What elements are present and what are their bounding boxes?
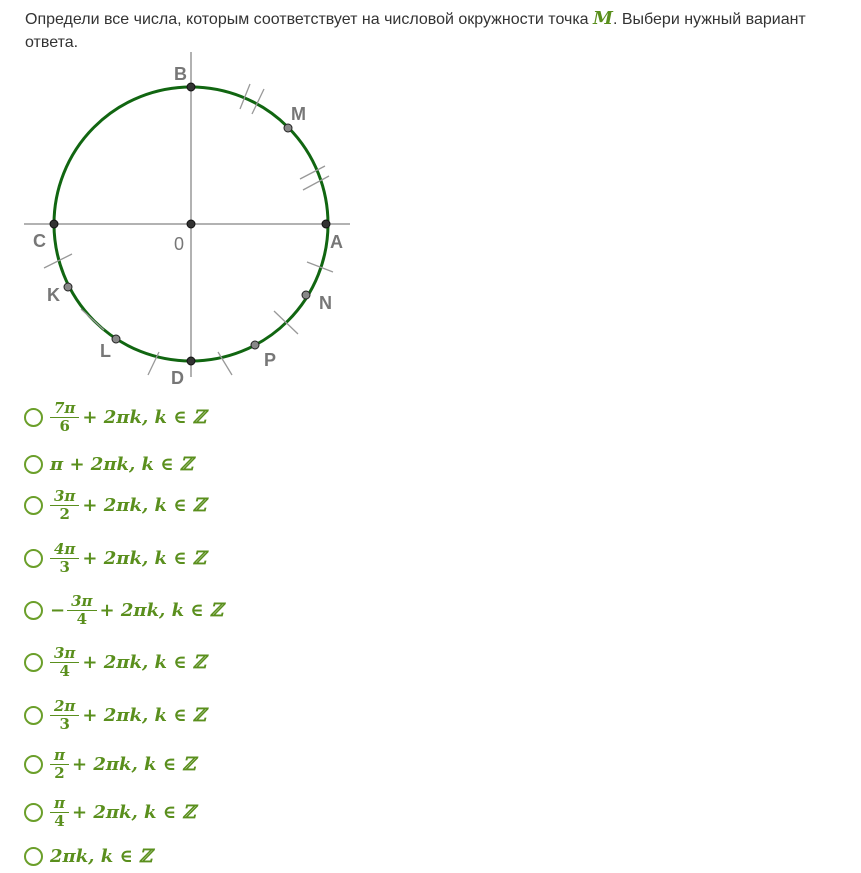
point-L <box>112 335 120 343</box>
label-C: C <box>33 231 46 251</box>
point-C <box>50 220 58 228</box>
point-variable: M <box>593 8 613 29</box>
label-N: N <box>319 293 332 313</box>
radio-button[interactable] <box>24 653 43 672</box>
radio-button[interactable] <box>24 706 43 725</box>
option-pi-2[interactable]: $\frac{\pi}{2}$ + 2πk, k ∈ ℤ <box>24 747 196 782</box>
option-pi-4[interactable]: $\frac{\pi}{4}$ + 2πk, k ∈ ℤ <box>24 795 196 830</box>
option-7pi-6[interactable]: $\frac{7\pi}{6}$ + 2πk, k ∈ ℤ <box>24 400 206 435</box>
label-L: L <box>100 341 111 361</box>
radio-button[interactable] <box>24 496 43 515</box>
label-M: M <box>291 104 306 124</box>
label-K: K <box>47 285 60 305</box>
radio-button[interactable] <box>24 803 43 822</box>
option-2pi-3[interactable]: $\frac{2\pi}{3}$ + 2πk, k ∈ ℤ <box>24 698 206 733</box>
point-M <box>284 124 292 132</box>
point-N <box>302 291 310 299</box>
option-4pi-3[interactable]: $\frac{4\pi}{3}$ + 2πk, k ∈ ℤ <box>24 541 206 576</box>
number-circle-figure <box>20 52 360 392</box>
radio-button[interactable] <box>24 755 43 774</box>
label-P: P <box>264 350 277 370</box>
label-A: A <box>330 232 343 252</box>
radio-button[interactable] <box>24 408 43 427</box>
question-text <box>25 7 855 54</box>
point-D <box>187 357 195 365</box>
question-text-before: Определи все числа, которым соответствует на числовой окружности точка <box>25 11 594 28</box>
label-B: B <box>174 64 187 84</box>
question-text-after: . Выбери нужный вариант ответа. <box>25 11 806 51</box>
point-O <box>187 220 195 228</box>
radio-button[interactable] <box>24 455 43 474</box>
label-O: 0 <box>174 234 185 254</box>
option-pi[interactable]: π + 2πk, k ∈ ℤ <box>24 454 193 475</box>
point-K <box>64 283 72 291</box>
option-3pi-2[interactable]: $\frac{3\pi}{2}$ + 2πk, k ∈ ℤ <box>24 488 206 523</box>
option-2pik[interactable]: 2πk, k ∈ ℤ <box>24 846 152 867</box>
option-minus-3pi-4[interactable]: − $\frac{3\pi}{4}$ + 2πk, k ∈ ℤ <box>24 593 223 628</box>
point-A <box>322 220 330 228</box>
point-B <box>187 83 195 91</box>
radio-button[interactable] <box>24 847 43 866</box>
label-D: D <box>171 368 184 388</box>
radio-button[interactable] <box>24 601 43 620</box>
radio-button[interactable] <box>24 549 43 568</box>
option-3pi-4[interactable]: $\frac{3\pi}{4}$ + 2πk, k ∈ ℤ <box>24 645 206 680</box>
point-P <box>251 341 259 349</box>
